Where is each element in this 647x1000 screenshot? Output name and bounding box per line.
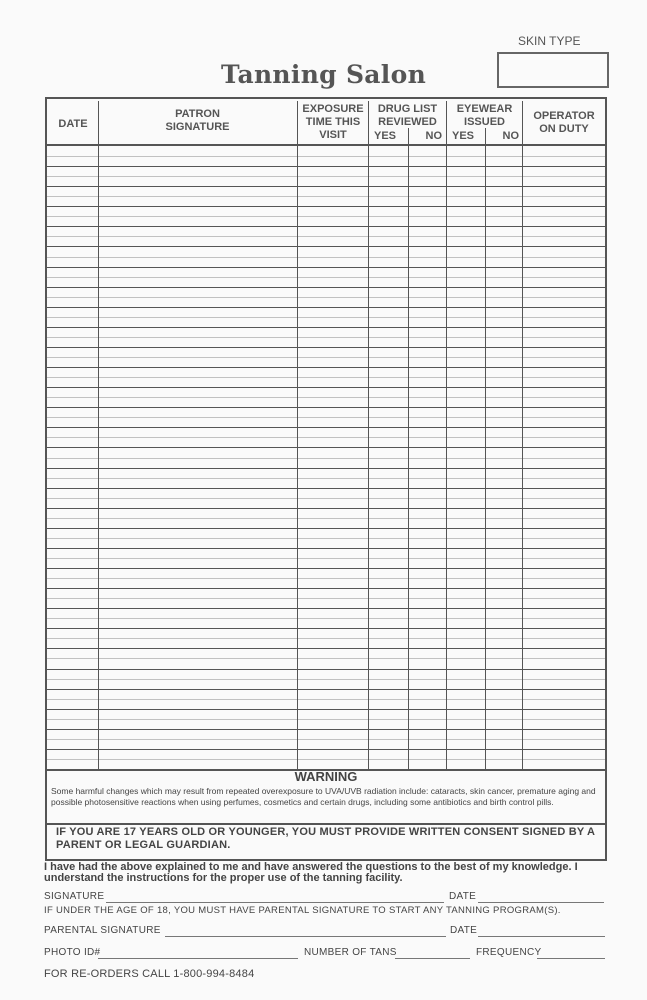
row-guide [47, 578, 605, 579]
table-row [47, 166, 605, 167]
row-guide [47, 377, 605, 378]
row-guide [47, 739, 605, 740]
table-row [47, 548, 605, 549]
col-eyewear-yes: YES [452, 130, 475, 142]
col-drug-line1: DRUG LIST [377, 103, 438, 115]
skin-type-label: SKIN TYPE [518, 34, 581, 48]
table-row [47, 307, 605, 308]
column-divider [408, 128, 409, 769]
row-guide [47, 337, 605, 338]
table-row [47, 246, 605, 247]
row-guide [47, 498, 605, 499]
column-divider [485, 128, 486, 769]
col-eyewear-no: NO [502, 130, 519, 142]
row-guide [47, 216, 605, 217]
col-drug-no: NO [425, 130, 442, 142]
table-row [47, 468, 605, 469]
row-guide [47, 458, 605, 459]
table-row [47, 588, 605, 589]
table-row [47, 267, 605, 268]
col-operator-line1: OPERATOR [533, 110, 595, 122]
row-guide [47, 598, 605, 599]
number-of-tans-label: NUMBER OF TANS [304, 947, 397, 958]
row-guide [47, 478, 605, 479]
row-guide [47, 156, 605, 157]
header-rule [47, 144, 605, 146]
row-guide [47, 417, 605, 418]
row-guide [47, 317, 605, 318]
table-row [47, 367, 605, 368]
col-patron-line1: PATRON [175, 108, 220, 120]
table-row [47, 347, 605, 348]
table-row [47, 206, 605, 207]
row-guide [47, 759, 605, 760]
row-guide [47, 518, 605, 519]
row-guide [47, 236, 605, 237]
table-row [47, 427, 605, 428]
frequency-field[interactable] [537, 958, 605, 959]
row-guide [47, 638, 605, 639]
table-row [47, 226, 605, 227]
row-guide [47, 679, 605, 680]
row-guide [47, 538, 605, 539]
row-guide [47, 699, 605, 700]
table-row [47, 568, 605, 569]
row-guide [47, 558, 605, 559]
table-row [47, 669, 605, 670]
row-guide [47, 658, 605, 659]
row-guide [47, 719, 605, 720]
table-row [47, 648, 605, 649]
parental-signature-label: PARENTAL SIGNATURE [44, 925, 161, 936]
under-age-note: IF UNDER THE AGE OF 18, YOU MUST HAVE PARENTAL SIGNATURE TO START ANY TANNING PROGRAM(S). [44, 905, 561, 916]
consent-notice: IF YOU ARE 17 YEARS OLD OR YOUNGER, YOU MUST PROVIDE WRITTEN CONSENT SIGNED BY A PARENT OR LEGAL GUARDIAN. [56, 826, 595, 851]
parental-date-field[interactable] [478, 936, 605, 937]
warning-body: Some harmful changes which may result from repeated overexposure to UVA/UVB radiation include: cataracts, skin cancer, premature aging and possible photosensitive reactions when using perfumes, cosmetics and certain drugs, including some antibiotics and birth control pills. [51, 786, 596, 807]
photo-id-field[interactable] [98, 958, 298, 959]
table-row [47, 508, 605, 509]
table-row [47, 628, 605, 629]
signature-label: SIGNATURE [44, 891, 105, 902]
table-row [47, 729, 605, 730]
row-guide [47, 357, 605, 358]
row-guide [47, 277, 605, 278]
col-exposure-line2: TIME THIS [305, 116, 361, 128]
col-date: DATE [58, 118, 88, 130]
row-guide [47, 257, 605, 258]
acknowledgement-text: I have had the above explained to me and have answered the questions to the best of my knowledge. I understand the instructions for the proper use of the tanning facility. [44, 861, 578, 884]
table-row [47, 327, 605, 328]
col-exposure-line3: VISIT [319, 129, 347, 141]
table-row [47, 488, 605, 489]
table-row [47, 749, 605, 750]
number-of-tans-field[interactable] [395, 958, 470, 959]
photo-id-label: PHOTO ID# [44, 947, 101, 958]
table-row [47, 186, 605, 187]
col-drug-line2: REVIEWED [378, 116, 437, 128]
table-row [47, 689, 605, 690]
table-row [47, 287, 605, 288]
table-row [47, 528, 605, 529]
col-drug-yes: YES [374, 130, 397, 142]
col-operator-line2: ON DUTY [539, 123, 589, 135]
row-guide [47, 618, 605, 619]
date-label: DATE [449, 891, 477, 902]
col-exposure-line1: EXPOSURE [302, 103, 364, 115]
date-field[interactable] [478, 902, 604, 903]
row-guide [47, 176, 605, 177]
table-row [47, 608, 605, 609]
reorder-info: FOR RE-ORDERS CALL 1-800-994-8484 [44, 968, 255, 980]
warning-title: WARNING [294, 769, 358, 784]
table-row [47, 447, 605, 448]
table-row [47, 709, 605, 710]
col-eyewear-line2: ISSUED [464, 116, 505, 128]
row-guide [47, 297, 605, 298]
parental-signature-field[interactable] [165, 936, 446, 937]
col-patron-line2: SIGNATURE [165, 121, 230, 133]
row-guide [47, 397, 605, 398]
col-eyewear-line1: EYEWEAR [456, 103, 513, 115]
signature-field[interactable] [106, 902, 444, 903]
table-row [47, 387, 605, 388]
table-row [47, 407, 605, 408]
frequency-label: FREQUENCY [476, 947, 542, 958]
row-guide [47, 437, 605, 438]
row-guide [47, 196, 605, 197]
form-title: Tanning Salon [220, 60, 427, 89]
parental-date-label: DATE [450, 925, 478, 936]
